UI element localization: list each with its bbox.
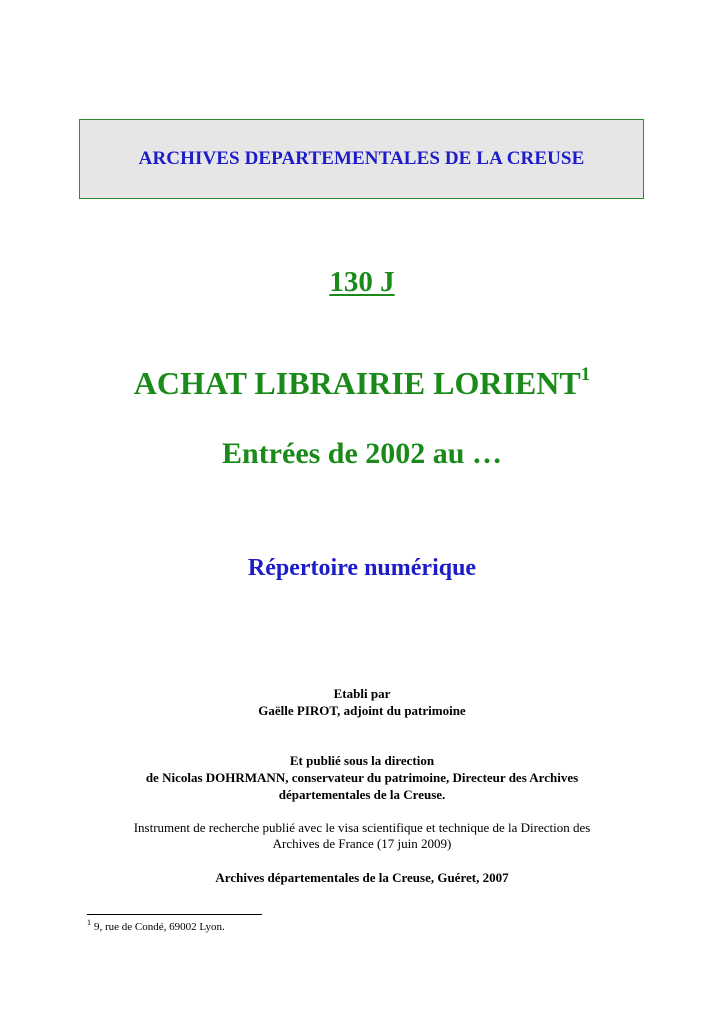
director-line-2: départementales de la Creuse. <box>278 787 446 802</box>
fonds-code: 130 J <box>329 266 395 298</box>
footnote <box>87 918 225 933</box>
visa-line-2: Archives de France (17 juin 2009) <box>272 836 452 851</box>
visa-line-1: Instrument de recherche publié avec le visa scientifique et technique de la Direction des <box>133 820 591 835</box>
author-line: Gaëlle PIROT, adjoint du patrimoine <box>258 703 466 718</box>
published-under-label: Et publié sous la direction <box>289 753 435 768</box>
imprint-line: Archives départementales de la Creuse, Guéret, 2007 <box>215 870 509 885</box>
institution-title: ARCHIVES DEPARTEMENTALES DE LA CREUSE <box>138 148 585 169</box>
main-title-text: ACHAT LIBRAIRIE LORIENT <box>133 365 581 401</box>
footnote-separator <box>87 914 262 915</box>
footnote-text: 9, rue de Condé, 69002 Lyon. <box>94 921 225 933</box>
header-banner <box>79 119 644 199</box>
document-type: Répertoire numérique <box>247 555 477 581</box>
footnote-reference[interactable]: 1 <box>580 364 591 386</box>
main-title <box>0 365 724 402</box>
date-range: Entrées de 2002 au … <box>222 437 502 470</box>
director-line-1: de Nicolas DOHRMANN, conservateur du patrimoine, Directeur des Archives <box>145 770 579 785</box>
footnote-marker: 1 <box>87 918 91 928</box>
established-by-label: Etabli par <box>333 686 391 701</box>
